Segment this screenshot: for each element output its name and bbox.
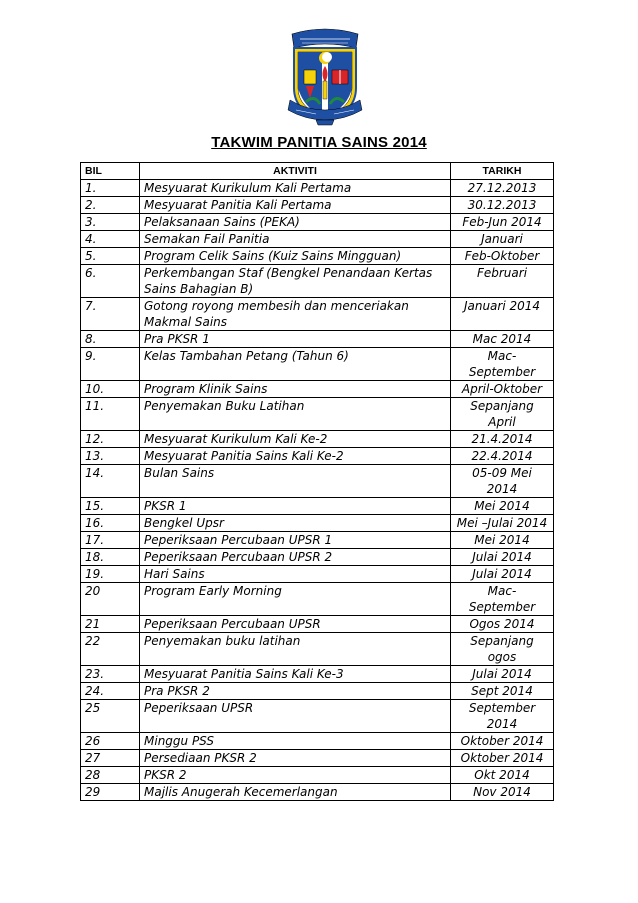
table-row bbox=[81, 666, 554, 683]
row-bil: 4. bbox=[81, 231, 140, 248]
row-tarikh: Feb-Jun 2014 bbox=[451, 214, 554, 231]
row-aktiviti: Bengkel Upsr bbox=[140, 515, 451, 532]
row-tarikh: Ogos 2014 bbox=[451, 616, 554, 633]
row-bil: 25 bbox=[81, 700, 140, 733]
header-bil: BIL bbox=[81, 163, 140, 180]
table-row bbox=[81, 683, 554, 700]
row-tarikh: Sepanjang April bbox=[451, 398, 554, 431]
table-row bbox=[81, 566, 554, 583]
row-bil: 8. bbox=[81, 331, 140, 348]
row-bil: 16. bbox=[81, 515, 140, 532]
row-tarikh: 21.4.2014 bbox=[451, 431, 554, 448]
row-bil: 9. bbox=[81, 348, 140, 381]
row-aktiviti: Mesyuarat Panitia Sains Kali Ke-2 bbox=[140, 448, 451, 465]
header-aktiviti: AKTIVITI bbox=[140, 163, 451, 180]
row-aktiviti: Peperiksaan Percubaan UPSR 1 bbox=[140, 532, 451, 549]
table-body bbox=[81, 180, 554, 801]
table-row bbox=[81, 348, 554, 381]
table-row bbox=[81, 515, 554, 532]
table-row bbox=[81, 633, 554, 666]
row-tarikh: Mac 2014 bbox=[451, 331, 554, 348]
row-tarikh: Okt 2014 bbox=[451, 767, 554, 784]
table-row bbox=[81, 398, 554, 431]
row-tarikh: 22.4.2014 bbox=[451, 448, 554, 465]
row-aktiviti: Mesyuarat Panitia Kali Pertama bbox=[140, 197, 451, 214]
row-tarikh: Mac-September bbox=[451, 348, 554, 381]
header-tarikh: TARIKH bbox=[451, 163, 554, 180]
row-tarikh: Januari 2014 bbox=[451, 298, 554, 331]
row-aktiviti: Penyemakan buku latihan bbox=[140, 633, 451, 666]
row-tarikh: Januari bbox=[451, 231, 554, 248]
row-tarikh: September 2014 bbox=[451, 700, 554, 733]
table-row bbox=[81, 214, 554, 231]
row-tarikh: Feb-Oktober bbox=[451, 248, 554, 265]
row-aktiviti: Pra PKSR 2 bbox=[140, 683, 451, 700]
row-tarikh: Februari bbox=[451, 265, 554, 298]
row-tarikh: April-Oktober bbox=[451, 381, 554, 398]
row-tarikh: Oktober 2014 bbox=[451, 733, 554, 750]
school-crest-logo bbox=[286, 26, 364, 126]
row-aktiviti: Hari Sains bbox=[140, 566, 451, 583]
table-row bbox=[81, 265, 554, 298]
table-row bbox=[81, 197, 554, 214]
row-bil: 27 bbox=[81, 750, 140, 767]
table-row bbox=[81, 231, 554, 248]
row-aktiviti: Mesyuarat Kurikulum Kali Pertama bbox=[140, 180, 451, 197]
row-aktiviti: Semakan Fail Panitia bbox=[140, 231, 451, 248]
table-row bbox=[81, 616, 554, 633]
row-tarikh: Julai 2014 bbox=[451, 549, 554, 566]
row-bil: 19. bbox=[81, 566, 140, 583]
row-bil: 2. bbox=[81, 197, 140, 214]
row-bil: 15. bbox=[81, 498, 140, 515]
row-tarikh: Oktober 2014 bbox=[451, 750, 554, 767]
row-aktiviti: Program Klinik Sains bbox=[140, 381, 451, 398]
row-bil: 18. bbox=[81, 549, 140, 566]
row-bil: 17. bbox=[81, 532, 140, 549]
row-bil: 1. bbox=[81, 180, 140, 197]
schedule-table bbox=[80, 162, 554, 801]
row-tarikh: Nov 2014 bbox=[451, 784, 554, 801]
row-aktiviti: Peperiksaan Percubaan UPSR 2 bbox=[140, 549, 451, 566]
table-row bbox=[81, 448, 554, 465]
row-aktiviti: PKSR 1 bbox=[140, 498, 451, 515]
row-bil: 3. bbox=[81, 214, 140, 231]
row-tarikh: Mac-September bbox=[451, 583, 554, 616]
row-bil: 10. bbox=[81, 381, 140, 398]
table-row bbox=[81, 549, 554, 566]
row-bil: 12. bbox=[81, 431, 140, 448]
row-aktiviti: Gotong royong membesih dan menceriakan Makmal Sains bbox=[140, 298, 451, 331]
table-row bbox=[81, 700, 554, 733]
row-tarikh: Sept 2014 bbox=[451, 683, 554, 700]
row-aktiviti: Pra PKSR 1 bbox=[140, 331, 451, 348]
row-aktiviti: Majlis Anugerah Kecemerlangan bbox=[140, 784, 451, 801]
page-title: TAKWIM PANITIA SAINS 2014 bbox=[211, 134, 427, 151]
row-aktiviti: Program Early Morning bbox=[140, 583, 451, 616]
row-bil: 7. bbox=[81, 298, 140, 331]
row-aktiviti: Pelaksanaan Sains (PEKA) bbox=[140, 214, 451, 231]
row-aktiviti: Bulan Sains bbox=[140, 465, 451, 498]
row-aktiviti: Persediaan PKSR 2 bbox=[140, 750, 451, 767]
row-bil: 22 bbox=[81, 633, 140, 666]
row-aktiviti: Mesyuarat Kurikulum Kali Ke-2 bbox=[140, 431, 451, 448]
row-aktiviti: Peperiksaan Percubaan UPSR bbox=[140, 616, 451, 633]
row-bil: 24. bbox=[81, 683, 140, 700]
row-bil: 29 bbox=[81, 784, 140, 801]
row-bil: 13. bbox=[81, 448, 140, 465]
row-bil: 26 bbox=[81, 733, 140, 750]
row-bil: 21 bbox=[81, 616, 140, 633]
row-bil: 28 bbox=[81, 767, 140, 784]
table-row bbox=[81, 381, 554, 398]
row-tarikh: 30.12.2013 bbox=[451, 197, 554, 214]
table-row bbox=[81, 465, 554, 498]
row-tarikh: Julai 2014 bbox=[451, 566, 554, 583]
table-header-row bbox=[81, 163, 554, 180]
table-row bbox=[81, 498, 554, 515]
table-row bbox=[81, 733, 554, 750]
row-bil: 23. bbox=[81, 666, 140, 683]
table-row bbox=[81, 583, 554, 616]
row-bil: 14. bbox=[81, 465, 140, 498]
row-bil: 11. bbox=[81, 398, 140, 431]
table-row bbox=[81, 750, 554, 767]
row-bil: 6. bbox=[81, 265, 140, 298]
row-tarikh: 27.12.2013 bbox=[451, 180, 554, 197]
row-bil: 20 bbox=[81, 583, 140, 616]
row-aktiviti: Penyemakan Buku Latihan bbox=[140, 398, 451, 431]
row-aktiviti: Mesyuarat Panitia Sains Kali Ke-3 bbox=[140, 666, 451, 683]
row-aktiviti: PKSR 2 bbox=[140, 767, 451, 784]
row-tarikh: Mei 2014 bbox=[451, 532, 554, 549]
row-aktiviti: Minggu PSS bbox=[140, 733, 451, 750]
table-row bbox=[81, 784, 554, 801]
row-aktiviti: Peperiksaan UPSR bbox=[140, 700, 451, 733]
table-row bbox=[81, 298, 554, 331]
row-tarikh: Mei 2014 bbox=[451, 498, 554, 515]
row-tarikh: Sepanjang ogos bbox=[451, 633, 554, 666]
row-tarikh: Mei –Julai 2014 bbox=[451, 515, 554, 532]
row-tarikh: Julai 2014 bbox=[451, 666, 554, 683]
row-aktiviti: Program Celik Sains (Kuiz Sains Mingguan) bbox=[140, 248, 451, 265]
table-row bbox=[81, 767, 554, 784]
row-aktiviti: Kelas Tambahan Petang (Tahun 6) bbox=[140, 348, 451, 381]
table-row bbox=[81, 532, 554, 549]
row-bil: 5. bbox=[81, 248, 140, 265]
table-row bbox=[81, 248, 554, 265]
row-tarikh: 05-09 Mei 2014 bbox=[451, 465, 554, 498]
table-row bbox=[81, 431, 554, 448]
row-aktiviti: Perkembangan Staf (Bengkel Penandaan Kertas Sains Bahagian B) bbox=[140, 265, 451, 298]
table-row bbox=[81, 180, 554, 197]
table-row bbox=[81, 331, 554, 348]
